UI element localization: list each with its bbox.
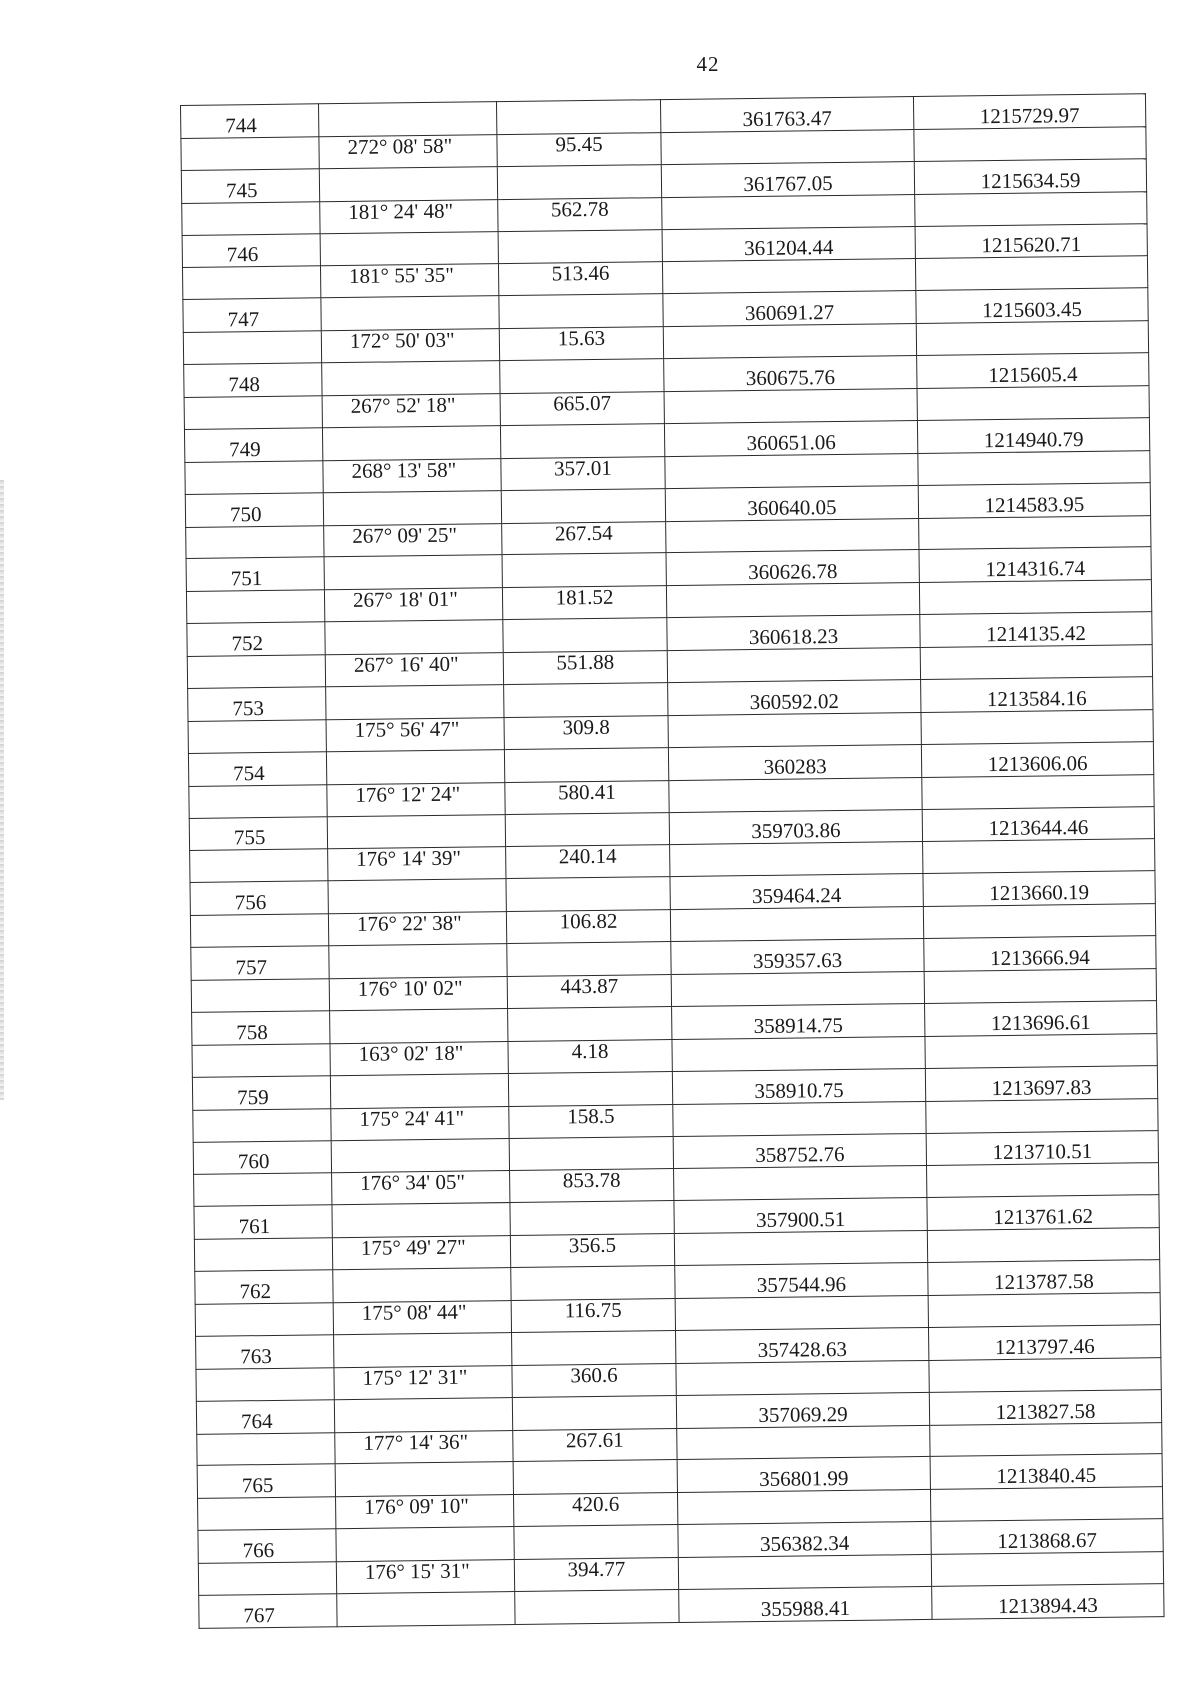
- distance-cell: [500, 359, 664, 394]
- easting-cell: [920, 645, 1152, 680]
- distance-cell: 4.18: [508, 1039, 672, 1073]
- page-number-text: 42: [696, 52, 720, 76]
- bearing-cell: [332, 1203, 510, 1238]
- station-point-cell: 750: [185, 492, 323, 527]
- northing-cell: [671, 972, 924, 1007]
- station-point-cell: 748: [184, 363, 322, 398]
- easting-cell: 1213697.83: [925, 1065, 1157, 1101]
- distance-cell: 357.01: [501, 456, 665, 490]
- distance-cell: [512, 1395, 676, 1430]
- station-point-cell: 762: [195, 1270, 333, 1305]
- station-point-cell: [186, 590, 324, 624]
- distance-cell: 267.54: [502, 521, 666, 555]
- bearing-cell: 175° 12' 31": [334, 1365, 512, 1399]
- easting-cell: 1215634.59: [914, 158, 1146, 194]
- station-point-cell: 753: [188, 687, 326, 722]
- bearing-cell: 267° 18' 01": [324, 588, 502, 622]
- easting-cell: 1215729.97: [913, 94, 1145, 130]
- northing-cell: [676, 1360, 929, 1395]
- easting-cell: 1213660.19: [923, 871, 1155, 907]
- station-point-cell: 759: [192, 1075, 330, 1110]
- station-point-cell: [186, 525, 324, 559]
- distance-cell: [512, 1330, 676, 1365]
- bearing-cell: [326, 685, 504, 720]
- coordinates-table-body: [181, 94, 1165, 1629]
- distance-cell: [508, 1071, 672, 1106]
- station-point-cell: 761: [194, 1205, 332, 1240]
- station-point-cell: 746: [182, 233, 320, 268]
- northing-cell: 357428.63: [676, 1327, 929, 1363]
- easting-cell: [919, 580, 1151, 615]
- bearing-cell: [327, 814, 505, 849]
- northing-cell: 361204.44: [662, 226, 915, 262]
- northing-cell: 361767.05: [661, 161, 914, 197]
- station-point-cell: 752: [187, 622, 325, 657]
- easting-cell: [921, 710, 1153, 745]
- easting-cell: [927, 1163, 1159, 1198]
- station-point-cell: [198, 1497, 336, 1531]
- northing-cell: 358910.75: [672, 1068, 925, 1104]
- distance-cell: [514, 1525, 678, 1560]
- distance-cell: [506, 877, 670, 912]
- bearing-cell: 163° 02' 18": [330, 1041, 508, 1075]
- station-point-cell: 763: [196, 1335, 334, 1370]
- distance-cell: [502, 553, 666, 588]
- distance-cell: [515, 1589, 679, 1624]
- station-point-cell: [195, 1303, 333, 1337]
- northing-cell: 359703.86: [669, 809, 922, 845]
- easting-cell: 1214135.42: [920, 612, 1152, 648]
- bearing-cell: [321, 296, 499, 331]
- easting-cell: [923, 839, 1155, 874]
- station-point-cell: 767: [199, 1594, 337, 1629]
- station-point-cell: [194, 1238, 332, 1272]
- station-point-cell: 764: [196, 1399, 334, 1434]
- distance-cell: 513.46: [498, 262, 662, 296]
- northing-cell: [666, 518, 919, 553]
- northing-cell: [677, 1425, 930, 1460]
- distance-cell: 562.78: [498, 197, 662, 231]
- northing-cell: [677, 1490, 930, 1525]
- distance-cell: 158.5: [509, 1104, 673, 1138]
- bearing-cell: [333, 1268, 511, 1303]
- northing-cell: [675, 1295, 928, 1330]
- bearing-cell: 177° 14' 36": [335, 1430, 513, 1464]
- easting-cell: 1215620.71: [915, 223, 1147, 259]
- bearing-cell: 176° 22' 38": [328, 912, 506, 946]
- northing-cell: [670, 842, 923, 877]
- easting-cell: 1213868.67: [931, 1519, 1163, 1555]
- station-point-cell: 751: [186, 557, 324, 592]
- northing-cell: 356801.99: [677, 1457, 930, 1493]
- northing-cell: [662, 259, 915, 294]
- bearing-cell: [319, 166, 497, 201]
- bearing-cell: [330, 1073, 508, 1108]
- easting-cell: [923, 904, 1155, 939]
- bearing-cell: 267° 09' 25": [324, 523, 502, 557]
- northing-cell: [670, 907, 923, 942]
- distance-cell: [507, 942, 671, 977]
- bearing-cell: [336, 1527, 514, 1562]
- station-point-cell: [190, 914, 328, 948]
- easting-cell: [916, 321, 1148, 356]
- northing-cell: 360651.06: [664, 420, 917, 456]
- northing-cell: [673, 1101, 926, 1136]
- distance-cell: [504, 683, 668, 718]
- easting-cell: [915, 256, 1147, 291]
- distance-cell: 665.07: [500, 392, 664, 426]
- station-point-cell: [196, 1367, 334, 1401]
- station-point-cell: [181, 137, 319, 171]
- bearing-cell: 175° 49' 27": [332, 1236, 510, 1270]
- easting-cell: 1214316.74: [919, 547, 1151, 583]
- northing-cell: [674, 1166, 927, 1201]
- northing-cell: [663, 324, 916, 359]
- distance-cell: [513, 1460, 677, 1495]
- easting-cell: [918, 450, 1150, 485]
- easting-cell: [927, 1228, 1159, 1263]
- distance-cell: 116.75: [511, 1298, 675, 1332]
- station-point-cell: [184, 396, 322, 430]
- easting-cell: 1213797.46: [928, 1324, 1160, 1360]
- bearing-cell: [323, 490, 501, 525]
- northing-cell: [668, 712, 921, 747]
- bearing-cell: [337, 1591, 515, 1626]
- easting-cell: [925, 1033, 1157, 1068]
- bearing-cell: 272° 08' 58": [319, 135, 497, 169]
- easting-cell: 1214583.95: [918, 482, 1150, 518]
- bearing-cell: [334, 1332, 512, 1367]
- station-point-cell: 756: [190, 881, 328, 916]
- easting-cell: [914, 127, 1146, 162]
- station-point-cell: 754: [188, 752, 326, 787]
- distance-cell: 420.6: [514, 1493, 678, 1527]
- distance-cell: 267.61: [513, 1428, 677, 1462]
- distance-cell: [498, 229, 662, 264]
- easting-cell: [926, 1098, 1158, 1133]
- distance-cell: 95.45: [497, 133, 661, 167]
- easting-cell: [931, 1552, 1163, 1587]
- bearing-cell: 176° 10' 02": [329, 977, 507, 1011]
- bearing-cell: [320, 231, 498, 266]
- northing-cell: [662, 194, 915, 229]
- bearing-cell: [318, 102, 496, 137]
- easting-cell: 1213666.94: [924, 936, 1156, 972]
- bearing-cell: 176° 34' 05": [332, 1171, 510, 1205]
- station-point-cell: [193, 1108, 331, 1142]
- page-number: [0, 52, 1200, 77]
- northing-cell: [661, 129, 914, 164]
- station-point-cell: 758: [192, 1011, 330, 1046]
- station-point-cell: [191, 979, 329, 1013]
- bearing-cell: 176° 12' 24": [327, 782, 505, 816]
- bearing-cell: [330, 1009, 508, 1044]
- bearing-cell: 267° 52' 18": [322, 394, 500, 428]
- easting-cell: 1213644.46: [922, 806, 1154, 842]
- station-point-cell: [198, 1562, 336, 1596]
- bearing-cell: [326, 749, 504, 784]
- bearing-cell: [334, 1397, 512, 1432]
- northing-cell: 359357.63: [671, 939, 924, 975]
- easting-cell: 1213827.58: [929, 1389, 1161, 1425]
- bearing-cell: 175° 24' 41": [331, 1106, 509, 1140]
- station-point-cell: [188, 720, 326, 754]
- station-point-cell: [185, 461, 323, 495]
- distance-cell: [505, 812, 669, 847]
- easting-cell: [928, 1293, 1160, 1328]
- station-point-cell: [183, 331, 321, 365]
- northing-cell: [669, 777, 922, 812]
- easting-cell: [924, 969, 1156, 1004]
- scan-edge-artifact: [0, 480, 4, 1100]
- easting-cell: 1213894.43: [932, 1584, 1164, 1620]
- easting-cell: 1215603.45: [916, 288, 1148, 324]
- station-point-cell: 757: [191, 946, 329, 981]
- northing-cell: 358752.76: [673, 1133, 926, 1169]
- distance-cell: 15.63: [499, 327, 663, 361]
- station-point-cell: [197, 1432, 335, 1466]
- station-point-cell: 755: [189, 816, 327, 851]
- bearing-cell: [324, 555, 502, 590]
- bearing-cell: [322, 426, 500, 461]
- easting-cell: [915, 191, 1147, 226]
- distance-cell: 853.78: [510, 1169, 674, 1203]
- bearing-cell: [329, 944, 507, 979]
- easting-cell: [929, 1357, 1161, 1392]
- station-point-cell: [190, 849, 328, 883]
- northing-cell: [674, 1231, 927, 1266]
- bearing-cell: 176° 15' 31": [336, 1560, 514, 1594]
- distance-cell: [510, 1201, 674, 1236]
- bearing-cell: 175° 08' 44": [333, 1300, 511, 1334]
- easting-cell: 1213584.16: [921, 677, 1153, 713]
- northing-cell: [667, 648, 920, 683]
- northing-cell: [678, 1555, 931, 1590]
- distance-cell: 443.87: [507, 975, 671, 1009]
- bearing-cell: [331, 1138, 509, 1173]
- station-point-cell: 766: [198, 1529, 336, 1564]
- northing-cell: [664, 389, 917, 424]
- northing-cell: 360675.76: [664, 356, 917, 392]
- distance-cell: 356.5: [510, 1234, 674, 1268]
- bearing-cell: 181° 55' 35": [320, 264, 498, 298]
- easting-cell: [930, 1487, 1162, 1522]
- distance-cell: 551.88: [503, 651, 667, 685]
- distance-cell: [503, 618, 667, 653]
- easting-cell: 1213787.58: [928, 1260, 1160, 1296]
- easting-cell: 1213840.45: [930, 1454, 1162, 1490]
- bearing-cell: [335, 1462, 513, 1497]
- station-point-cell: [189, 784, 327, 818]
- easting-cell: [930, 1422, 1162, 1457]
- distance-cell: [497, 164, 661, 199]
- bearing-cell: [322, 361, 500, 396]
- coordinates-table-container: [180, 93, 1163, 1628]
- northing-cell: 355988.41: [679, 1586, 932, 1622]
- northing-cell: 358914.75: [672, 1003, 925, 1039]
- station-point-cell: 765: [197, 1464, 335, 1499]
- distance-cell: [501, 488, 665, 523]
- easting-cell: [922, 774, 1154, 809]
- bearing-cell: 268° 13' 58": [323, 458, 501, 492]
- station-point-cell: 760: [193, 1140, 331, 1175]
- easting-cell: 1213710.51: [926, 1130, 1158, 1166]
- distance-cell: 240.14: [506, 845, 670, 879]
- distance-cell: [504, 747, 668, 782]
- distance-cell: [500, 424, 664, 459]
- northing-cell: [666, 583, 919, 618]
- easting-cell: 1213696.61: [925, 1001, 1157, 1037]
- station-point-cell: 745: [181, 169, 319, 204]
- easting-cell: 1213761.62: [927, 1195, 1159, 1231]
- northing-cell: 360691.27: [663, 291, 916, 327]
- station-point-cell: [187, 655, 325, 689]
- northing-cell: 360626.78: [666, 550, 919, 586]
- distance-cell: [499, 294, 663, 329]
- distance-cell: [509, 1136, 673, 1171]
- distance-cell: 106.82: [506, 910, 670, 944]
- northing-cell: 357544.96: [675, 1263, 928, 1299]
- bearing-cell: 181° 24' 48": [320, 199, 498, 233]
- station-point-cell: [182, 266, 320, 300]
- station-point-cell: 747: [183, 298, 321, 333]
- distance-cell: [496, 100, 660, 135]
- northing-cell: 360283: [668, 744, 921, 780]
- bearing-cell: 172° 50' 03": [321, 329, 499, 363]
- northing-cell: 360618.23: [667, 615, 920, 651]
- northing-cell: [672, 1036, 925, 1071]
- station-point-cell: 744: [181, 104, 319, 139]
- easting-cell: 1213606.06: [921, 741, 1153, 777]
- bearing-cell: [325, 620, 503, 655]
- northing-cell: [665, 453, 918, 488]
- easting-cell: [917, 386, 1149, 421]
- station-point-cell: 749: [184, 428, 322, 463]
- northing-cell: 360640.05: [665, 485, 918, 521]
- bearing-cell: 267° 16' 40": [325, 653, 503, 687]
- bearing-cell: 176° 14' 39": [328, 847, 506, 881]
- northing-cell: 359464.24: [670, 874, 923, 910]
- distance-cell: 580.41: [505, 780, 669, 814]
- distance-cell: 309.8: [504, 716, 668, 750]
- distance-cell: 394.77: [514, 1558, 678, 1592]
- northing-cell: 361763.47: [660, 97, 913, 133]
- bearing-cell: 176° 09' 10": [336, 1495, 514, 1529]
- coordinates-table: [180, 93, 1165, 1629]
- distance-cell: [508, 1006, 672, 1041]
- bearing-cell: 175° 56' 47": [326, 718, 504, 752]
- bearing-cell: [328, 879, 506, 914]
- northing-cell: 357900.51: [674, 1198, 927, 1234]
- easting-cell: [919, 515, 1151, 550]
- station-point-cell: [182, 201, 320, 235]
- station-point-cell: [192, 1044, 330, 1078]
- northing-cell: 356382.34: [678, 1522, 931, 1558]
- northing-cell: 360592.02: [668, 680, 921, 716]
- easting-cell: 1214940.79: [917, 418, 1149, 454]
- distance-cell: 181.52: [502, 586, 666, 620]
- northing-cell: 357069.29: [676, 1392, 929, 1428]
- distance-cell: 360.6: [512, 1363, 676, 1397]
- distance-cell: [511, 1266, 675, 1301]
- easting-cell: 1215605.4: [917, 353, 1149, 389]
- station-point-cell: [194, 1173, 332, 1207]
